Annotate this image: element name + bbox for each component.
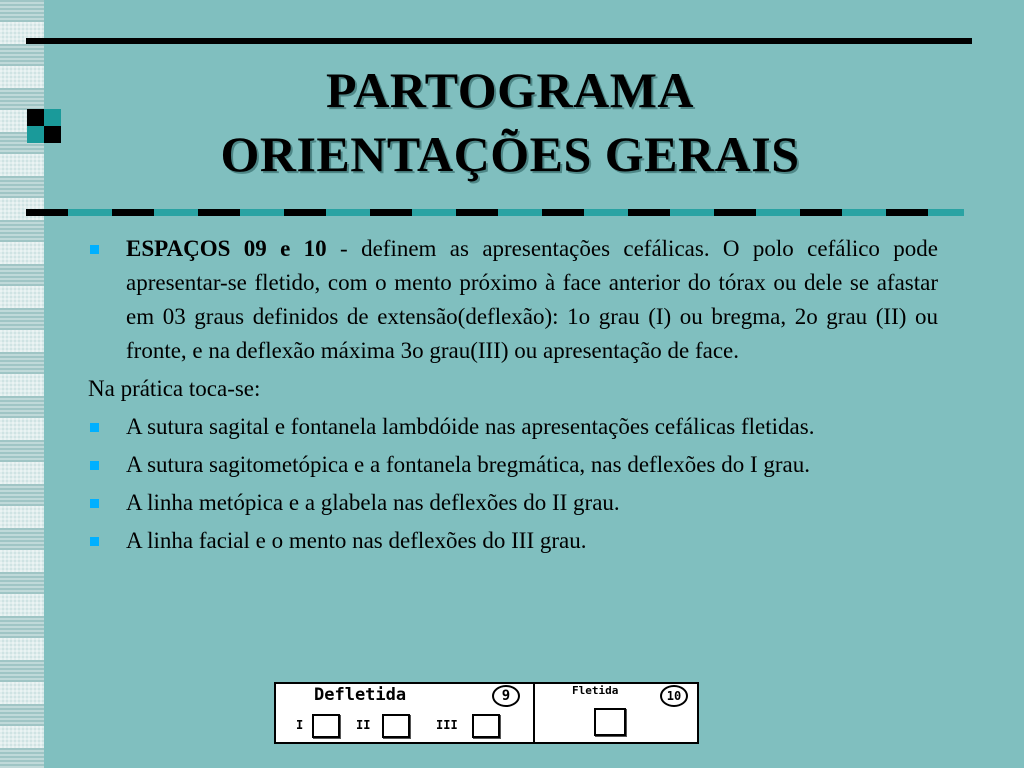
bullet-item bbox=[88, 524, 938, 558]
bullet-square-icon bbox=[90, 537, 99, 546]
title-line-1: PARTOGRAMA bbox=[325, 62, 695, 118]
diagram-divider bbox=[533, 684, 535, 744]
bullet-square-icon bbox=[90, 245, 99, 254]
bullet-item bbox=[88, 486, 938, 520]
grade-box bbox=[312, 714, 340, 738]
title-line-2: ORIENTAÇÕES GERAIS bbox=[220, 126, 800, 182]
grade-label: III bbox=[436, 718, 458, 732]
partogram-diagram bbox=[274, 682, 699, 744]
bullet-item-heading: ESPAÇOS 09 e 10 bbox=[126, 236, 327, 261]
title-bullet-icon bbox=[27, 109, 61, 143]
fletida-box bbox=[594, 708, 626, 736]
fletida-label: Fletida bbox=[572, 684, 619, 697]
bullet-square-icon bbox=[90, 423, 99, 432]
dashed-divider bbox=[26, 209, 964, 216]
bullet-item-text: A sutura sagital e fontanela lambdóide nas apresentações cefálicas fletidas. bbox=[126, 414, 815, 439]
defletida-label: Defletida bbox=[314, 685, 407, 705]
slide-title bbox=[60, 58, 960, 186]
grade-box bbox=[382, 714, 410, 738]
grade-label: I bbox=[296, 718, 304, 732]
bullet-item-text: A sutura sagitometópica e a fontanela bregmática, nas deflexões do I grau. bbox=[126, 452, 810, 477]
bullet-item-espacos bbox=[88, 232, 938, 368]
space-number-10: 10 bbox=[660, 685, 688, 707]
space-number-9: 9 bbox=[492, 685, 520, 707]
grade-label: II bbox=[356, 718, 371, 732]
bullet-item bbox=[88, 410, 938, 444]
bullet-square-icon bbox=[90, 461, 99, 470]
bullet-item bbox=[88, 448, 938, 482]
slide-body bbox=[88, 232, 938, 562]
grade-box bbox=[472, 714, 500, 738]
bullet-square-icon bbox=[90, 499, 99, 508]
bullet-item-text: A linha metópica e a glabela nas deflexões do II grau. bbox=[126, 490, 620, 515]
intro-line: Na prática toca-se: bbox=[88, 376, 261, 401]
top-rule bbox=[26, 38, 972, 44]
bullet-item-text: A linha facial e o mento nas deflexões do III grau. bbox=[126, 528, 587, 553]
bullet-item-text: - definem as apresentações cefálicas. O polo cefálico pode apresentar-se fletido, com o mento próximo à face anterior do tórax ou dele se afastar em 03 graus definidos de extensão(deflexão): 1o grau (I) ou bregma, 2o grau (II) ou fronte, e na deflexão máxima 3o grau(III) ou apresentação de face. bbox=[126, 236, 938, 363]
